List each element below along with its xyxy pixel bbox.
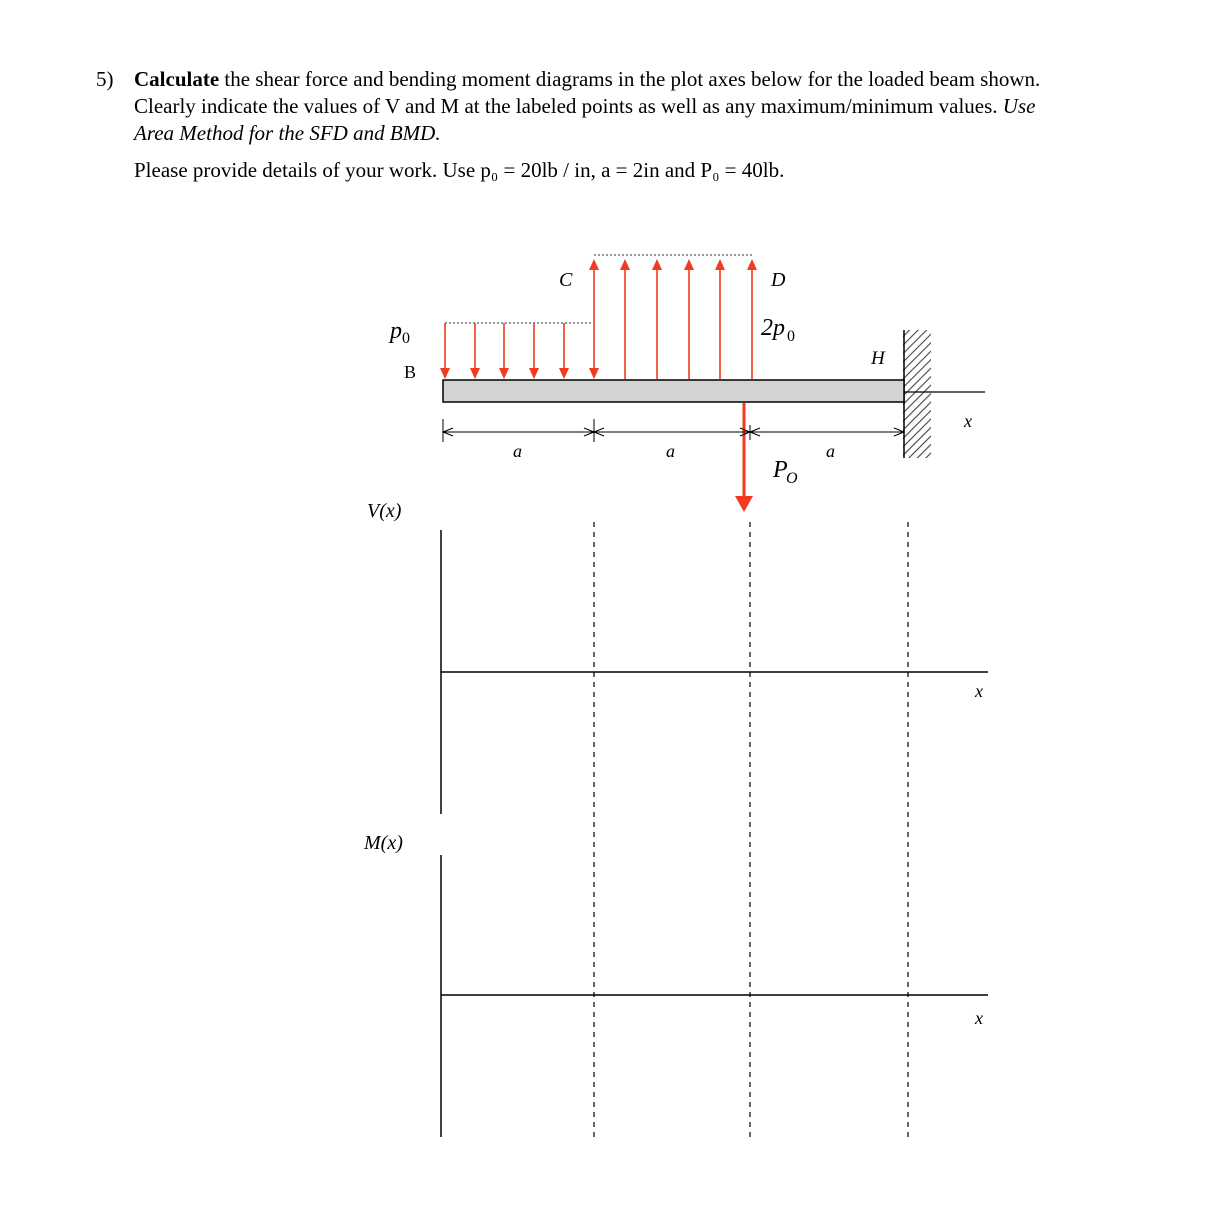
label-x-m: x	[975, 1008, 983, 1028]
label-P0-sub: O	[786, 470, 798, 487]
label-b: B	[404, 362, 417, 382]
dashed-guide-lines	[594, 522, 908, 1137]
label-2p0-sub: 0	[787, 328, 795, 345]
given-values: Please provide details of your work. Use p₀ = 20lb / in, a = 2in and P₀ = 40lb.	[134, 158, 785, 182]
label-a-1: a	[513, 441, 522, 461]
arrowhead-c-up	[589, 259, 599, 270]
label-a-3: a	[826, 441, 835, 461]
label-p0-sub: 0	[402, 330, 410, 347]
fixed-wall-support	[903, 330, 931, 458]
line2-italic: Use	[1002, 94, 1036, 118]
beam	[443, 380, 904, 402]
point-load-p0-arrow	[735, 403, 753, 512]
label-d: D	[771, 269, 786, 291]
label-m-x: M(x)	[364, 832, 403, 854]
line2-text: Clearly indicate the values of V and M at the labeled points as well as any maximum/minimum values.	[134, 94, 1003, 118]
label-v-x: V(x)	[367, 500, 402, 522]
label-p0-main: p	[390, 318, 402, 344]
bold-lead: Calculate	[134, 67, 220, 91]
load-p0-arrows	[440, 262, 599, 379]
label-a-2: a	[666, 441, 675, 461]
label-h: H	[871, 348, 885, 369]
label-point-load	[772, 457, 798, 487]
problem-number: 5)	[96, 67, 114, 91]
line1-text: the shear force and bending moment diagrams in the plot axes below for the loaded beam shown.	[219, 67, 1041, 91]
label-P0-main: P	[773, 457, 788, 483]
label-2p0-main: 2p	[761, 315, 785, 341]
load-2p0-arrows	[620, 259, 757, 379]
label-2p0	[761, 315, 795, 345]
line3-italic: Area Method for the SFD and BMD.	[134, 121, 441, 145]
label-x-beam: x	[964, 411, 972, 431]
dimension-line	[443, 419, 904, 442]
label-c: C	[559, 269, 573, 291]
label-p0	[388, 318, 410, 347]
label-x-v: x	[975, 681, 983, 701]
